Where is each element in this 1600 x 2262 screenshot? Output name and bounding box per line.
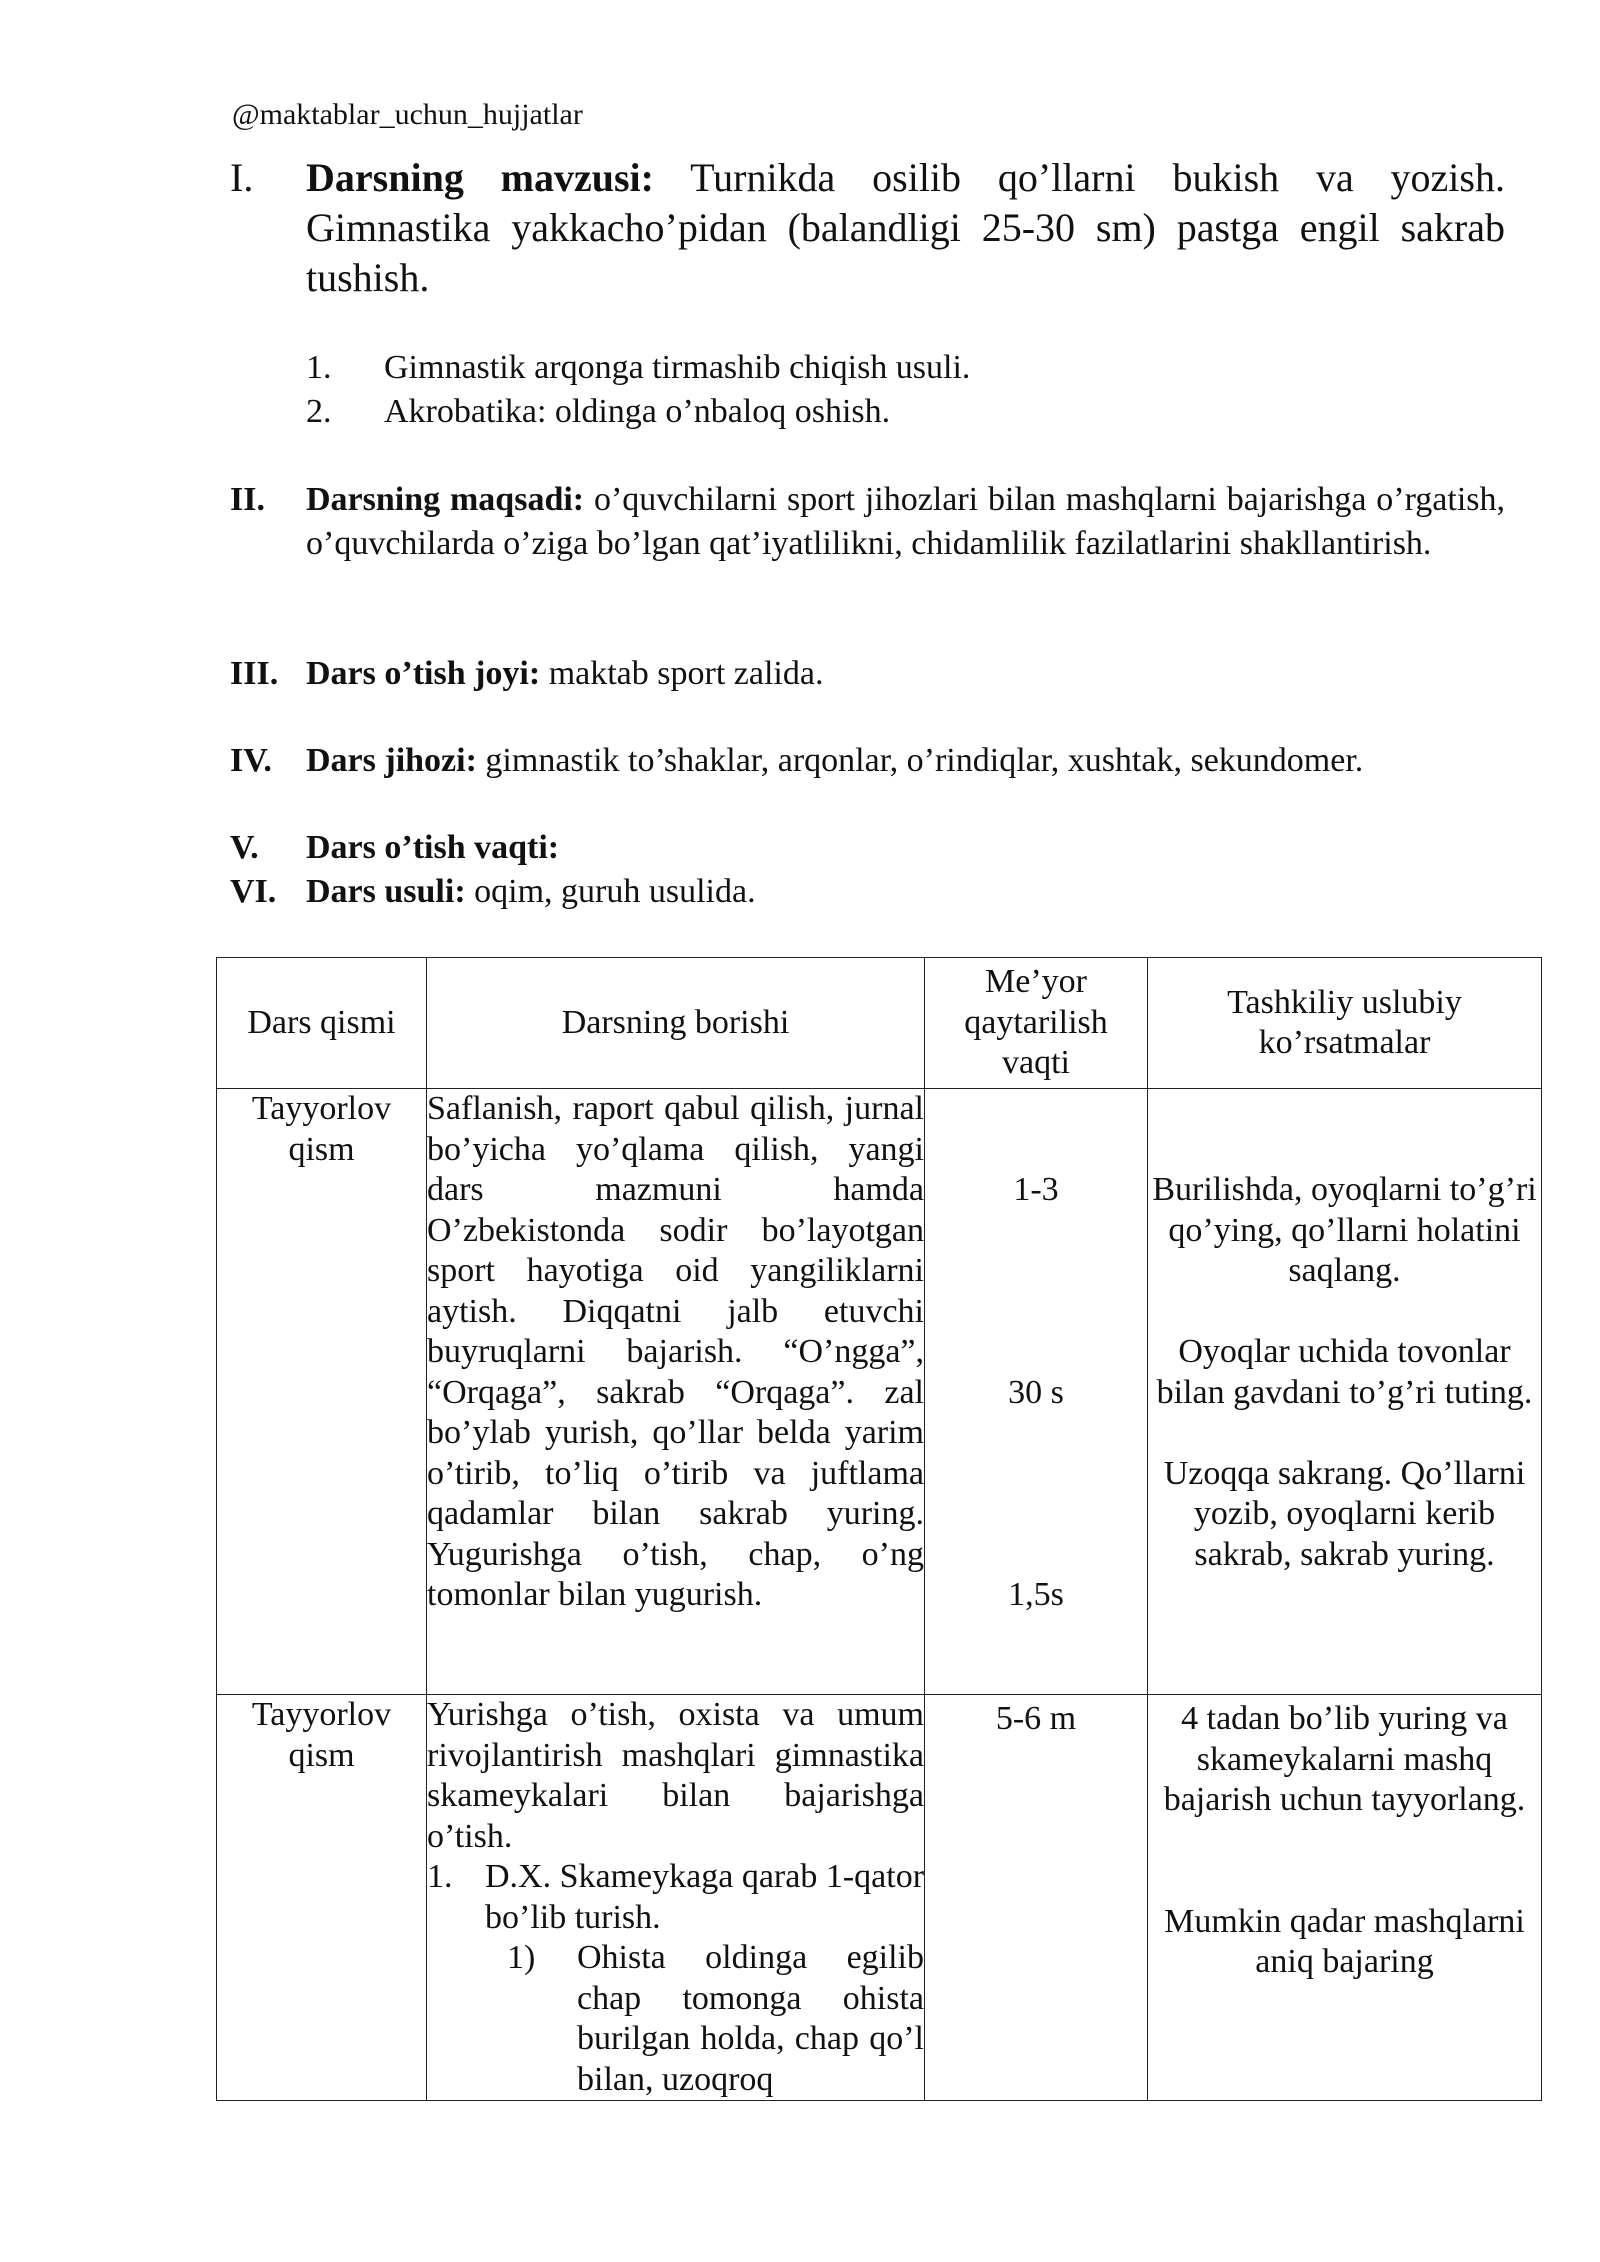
list-text: Akrobatika: oldinga o’nbaloq oshish.	[384, 393, 891, 430]
section-goal	[230, 478, 1505, 566]
note-text: Mumkin qadar mashqlarni aniq bajaring	[1164, 1902, 1525, 1980]
section-time	[230, 826, 1505, 870]
section-label: Dars jihozi:	[306, 742, 477, 779]
topic-sublist	[306, 346, 970, 434]
column-header: Darsning borishi	[427, 958, 925, 1089]
section-place	[230, 652, 1505, 696]
section-body	[306, 652, 1505, 696]
section-number: IV.	[230, 742, 272, 779]
column-header: Dars qismi	[217, 958, 427, 1089]
list-number: 2.	[306, 393, 332, 430]
section-label: Darsning maqsadi:	[306, 481, 585, 518]
note-text: Uzoqqa sakrang. Qo’llarni yozib, oyoqlarni kerib sakrab, sakrab yuring.	[1163, 1454, 1526, 1573]
section-text: gimnastik to’shaklar, arqonlar, o’rindiqlar, xushtak, sekundomer.	[485, 742, 1364, 779]
section-number: III.	[230, 655, 279, 692]
list-number: 1.	[306, 349, 332, 386]
section-body	[306, 870, 1505, 914]
section-text: Turnikda osilib qo’llarni bukish va yozish. Gimnastika yakkacho’pidan (balandligi 25-30 sm) pastga engil sakrab tushish.	[306, 155, 1505, 300]
table-cell-notes	[1148, 1089, 1542, 1695]
table-cell-time	[925, 1089, 1148, 1695]
section-topic	[230, 153, 1505, 303]
note-text: Burilishda, oyoqlarni to’g’ri qo’ying, qo’llarni holatini saqlang.	[1152, 1171, 1537, 1289]
table-cell-part: Tayyorlov qism	[217, 1695, 427, 2101]
table-cell-notes	[1148, 1695, 1542, 2101]
section-label: Darsning mavzusi:	[306, 155, 654, 200]
section-label: Dars o’tish joyi:	[306, 655, 541, 692]
table-header-row	[217, 958, 1542, 1089]
section-body	[306, 478, 1505, 566]
list-item: 1. D.X. Skameykaga qarab 1-qator bo’lib turish.	[427, 1858, 925, 1936]
table-cell-content: Saflanish, raport qabul qilish, jurnal bo’yicha yo’qlama qilish, yangi dars mazmuni hamda O’zbekistonda sodir bo’layotgan sport hayotiga oid yangiliklarni aytish. Diqqatni jalb etuvchi buyruqlarni bajarish. “O’ngga”, “Orqaga”, sakrab “Orqaga”. zal bo’ylab yurish, qo’llar belda yarim o’tirib, to’liq o’tirib va juftlama qadamlar bilan sakrab yuring. Yugurishga o’tish, chap, o’ng tomonlar bilan yugurish.	[427, 1089, 925, 1695]
list-item: 1) Ohista oldinga egilib chap tomonga ohista burilgan holda, chap qo’l bilan, uzoqroq	[507, 1939, 924, 2098]
table-row	[217, 1089, 1542, 1695]
lesson-table	[216, 957, 1542, 2101]
section-label: Dars usuli:	[306, 873, 466, 910]
section-number: I.	[230, 155, 254, 200]
section-number: V.	[230, 829, 259, 866]
section-body	[306, 739, 1505, 783]
time-value: 30 s	[1008, 1373, 1064, 1411]
section-body	[306, 153, 1505, 303]
column-header: Me’yor qaytarilish vaqti	[925, 958, 1148, 1089]
section-text: maktab sport zalida.	[548, 655, 824, 692]
note-text: 4 tadan bo’lib yuring va skameykalarni mashq bajarish uchun tayyorlang.	[1163, 1700, 1526, 1818]
section-body	[306, 826, 1505, 870]
table-cell-part: Tayyorlov qism	[217, 1089, 427, 1695]
section-method	[230, 870, 1505, 914]
table-row	[217, 1695, 1542, 2101]
section-label: Dars o’tish vaqti:	[306, 829, 560, 866]
list-item	[306, 346, 970, 390]
list-text: Gimnastik arqonga tirmashib chiqish usuli.	[384, 349, 971, 386]
section-text: oqim, guruh usulida.	[474, 873, 756, 910]
table-cell-time: 5-6 m	[925, 1695, 1148, 2101]
channel-handle: @maktablar_uchun_hujjatlar	[232, 98, 583, 131]
section-text: o’quvchilarni sport jihozlari bilan mashqlarni bajarishga o’rgatish, o’quvchilarda o’ziga bo’lgan qat’iyatlilikni, chidamlilik fazilatlarini shakllantirish.	[306, 481, 1505, 562]
section-number: II.	[230, 481, 265, 518]
section-equipment	[230, 739, 1505, 783]
note-text: Oyoqlar uchida tovonlar bilan gavdani to’g’ri tuting.	[1156, 1333, 1533, 1411]
time-value: 1,5s	[1008, 1576, 1064, 1613]
time-value: 1-3	[1013, 1171, 1059, 1208]
section-number: VI.	[230, 873, 277, 910]
table-cell-content: Yurishga o’tish, oxista va umum rivojlantirish mashqlari gimnastika skameykalari bilan bajarishga o’tish. 1. D.X. Skameykaga qarab 1-qator bo’lib turish. 1) Ohista oldinga egilib chap tomonga ohista burilgan holda, chap qo’l bilan, uzoqroq	[427, 1695, 925, 2101]
list-item	[306, 390, 970, 434]
column-header: Tashkiliy uslubiy ko’rsatmalar	[1148, 958, 1542, 1089]
